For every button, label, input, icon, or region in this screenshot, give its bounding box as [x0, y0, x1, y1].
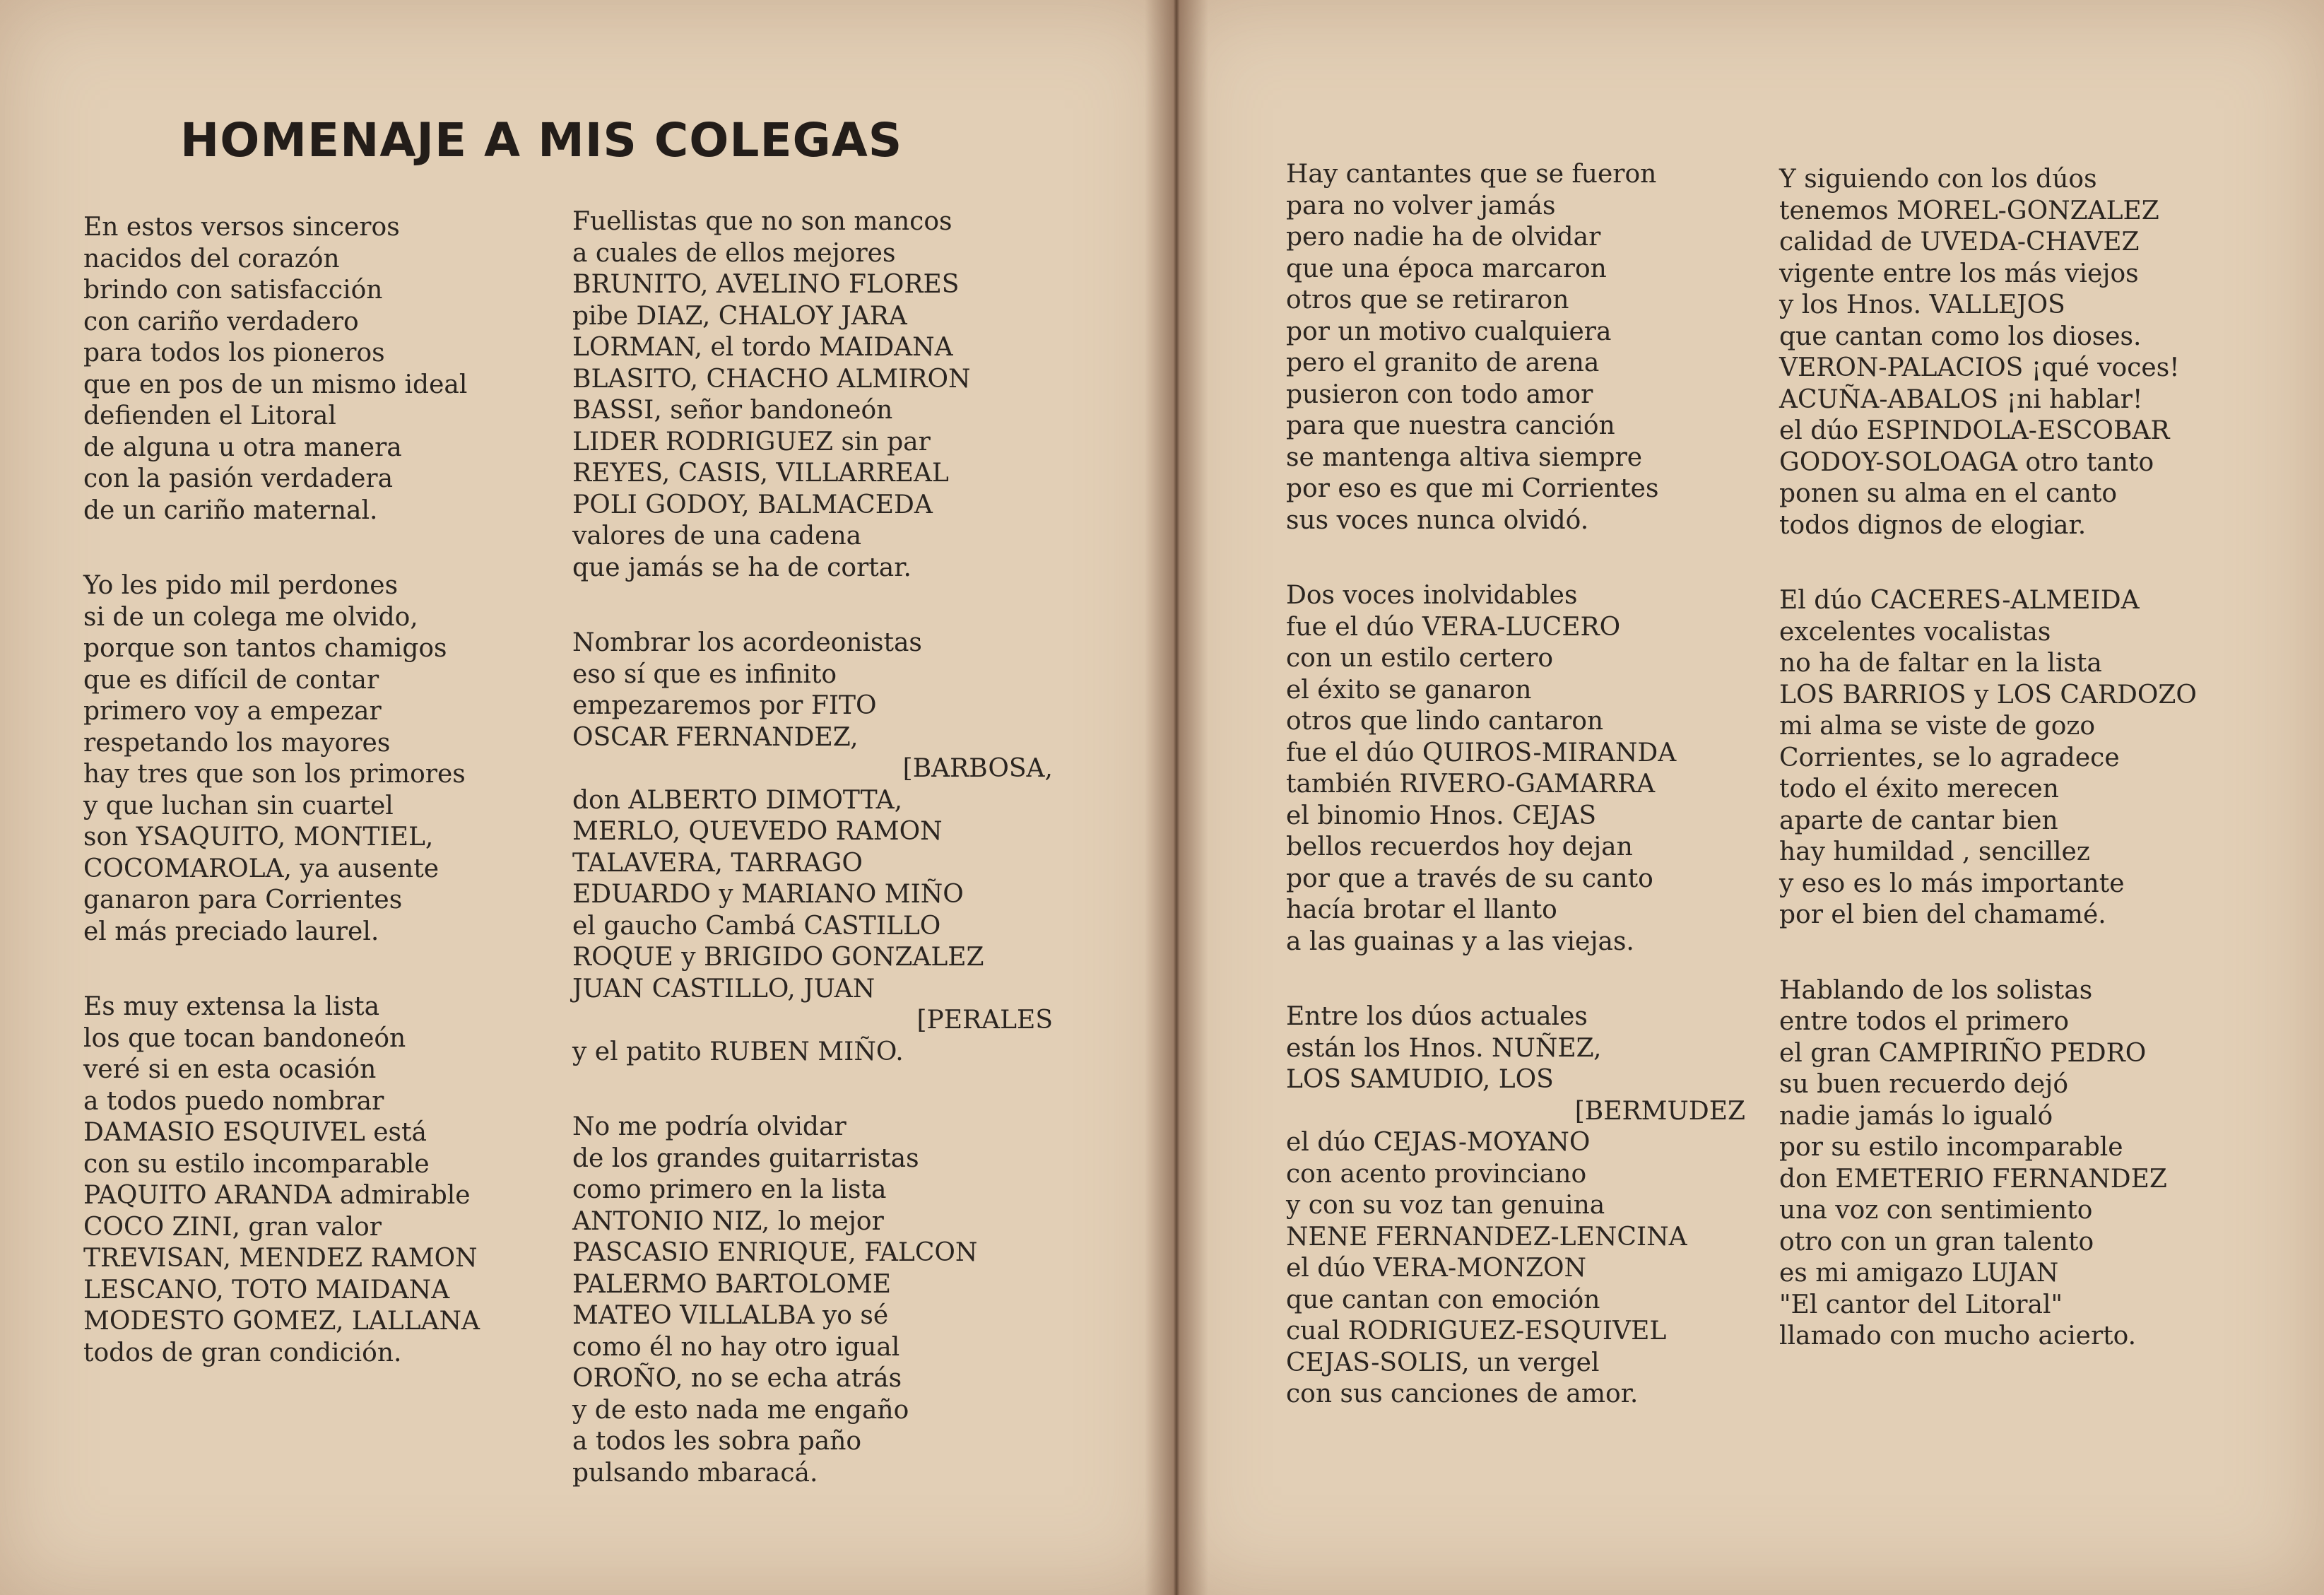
- verse-line: para no volver jamás: [1286, 191, 1556, 220]
- verse-line: REYES, CASIS, VILLARREAL: [572, 459, 949, 488]
- verse-line: que una época marcaron: [1286, 254, 1607, 283]
- verse-line: hay humildad , sencillez: [1779, 837, 2090, 866]
- stanza: [572, 628, 1053, 1068]
- verse-line: Fuellistas que no son mancos: [572, 207, 952, 236]
- verse-line: POLI GODOY, BALMACEDA: [572, 490, 933, 519]
- stanza: [572, 206, 1053, 584]
- stanza: [83, 212, 536, 526]
- verse-line: por un motivo cualquiera: [1286, 317, 1612, 346]
- stanza: [1779, 164, 2239, 541]
- verse-line: el gaucho Cambá CASTILLO: [572, 911, 941, 941]
- verse-line: hacía brotar el llanto: [1286, 895, 1557, 924]
- stanza: [1779, 585, 2239, 931]
- verse-line: por eso es que mi Corrientes: [1286, 474, 1659, 503]
- verse-line: En estos versos sinceros: [83, 213, 400, 242]
- verse-line: pibe DIAZ, CHALOY JARA: [572, 301, 907, 331]
- verse-line: otro con un gran talento: [1779, 1227, 2094, 1256]
- verse-line: porque son tantos chamigos: [83, 634, 447, 663]
- verse-line: de los grandes guitarristas: [572, 1143, 919, 1173]
- verse-line: que jamás se ha de cortar.: [572, 553, 912, 582]
- verse-line: por el bien del chamamé.: [1779, 900, 2106, 929]
- verse-line: BRUNITO, AVELINO FLORES: [572, 270, 960, 299]
- verse-line: PASCASIO ENRIQUE, FALCON: [572, 1238, 978, 1267]
- verse-line: mi alma se viste de gozo: [1779, 712, 2096, 741]
- verse-line: y de esto nada me engaño: [572, 1395, 909, 1425]
- verse-line: don EMETERIO FERNANDEZ: [1779, 1164, 2167, 1194]
- verse-line: que es difícil de contar: [83, 665, 379, 695]
- verse-line: LOS SAMUDIO, LOS: [1286, 1065, 1554, 1094]
- verse-line: el dúo ESPINDOLA-ESCOBAR: [1779, 416, 2170, 445]
- verse-line: Entre los dúos actuales: [1286, 1002, 1588, 1031]
- verse-line: GODOY-SOLOAGA otro tanto: [1779, 447, 2154, 477]
- verse-line: El dúo CACERES-ALMEIDA: [1779, 586, 2140, 615]
- verse-line: por su estilo incomparable: [1779, 1133, 2123, 1162]
- verse-line: pulsando mbaracá.: [572, 1458, 818, 1488]
- verse-line: COCOMAROLA, ya ausente: [83, 854, 440, 883]
- verse-line: el dúo VERA-MONZON: [1286, 1254, 1587, 1283]
- poem-column-4: [1779, 164, 2239, 1353]
- verse-line: No me podría olvidar: [572, 1112, 847, 1141]
- verse-line: otros que lindo cantaron: [1286, 707, 1604, 736]
- verse-line: respetando los mayores: [83, 728, 391, 758]
- page-title: HOMENAJE A MIS COLEGAS: [180, 113, 903, 167]
- verse-line: hay tres que son los primores: [83, 760, 466, 789]
- verse-line: por que a través de su canto: [1286, 864, 1653, 893]
- verse-line: ponen su alma en el canto: [1779, 479, 2118, 508]
- verse-line: sus voces nunca olvidó.: [1286, 505, 1589, 535]
- verse-line: "El cantor del Litoral": [1779, 1290, 2063, 1319]
- verse-line: a las guainas y a las viejas.: [1286, 926, 1634, 956]
- verse-line: LESCANO, TOTO MAIDANA: [83, 1275, 450, 1305]
- verse-line: TALAVERA, TARRAGO: [572, 848, 863, 878]
- verse-line: empezaremos por FITO: [572, 691, 877, 720]
- verse-line: los que tocan bandoneón: [83, 1023, 406, 1053]
- verse-line: están los Hnos. NUÑEZ,: [1286, 1033, 1602, 1063]
- verse-line: Es muy extensa la lista: [83, 992, 380, 1021]
- verse-line: con sus canciones de amor.: [1286, 1379, 1639, 1408]
- verse-line: aparte de cantar bien: [1779, 806, 2058, 835]
- verse-line: pero el granito de arena: [1286, 348, 1600, 377]
- verse-line: tenemos MOREL-GONZALEZ: [1779, 196, 2159, 225]
- verse-line: si de un colega me olvido,: [83, 602, 418, 632]
- verse-line: TREVISAN, MENDEZ RAMON: [83, 1244, 478, 1273]
- verse-line: fue el dúo VERA-LUCERO: [1286, 612, 1621, 642]
- verse-line: con un estilo certero: [1286, 644, 1553, 673]
- verse-line: OROÑO, no se echa atrás: [572, 1364, 902, 1393]
- verse-line: PALERMO BARTOLOME: [572, 1269, 892, 1299]
- verse-line: primero voy a empezar: [83, 697, 382, 726]
- verse-line: Corrientes, se lo agradece: [1779, 743, 2120, 772]
- verse-line: a cuales de ellos mejores: [572, 238, 896, 268]
- verse-line: BASSI, señor bandoneón: [572, 396, 893, 425]
- verse-line: y eso es lo más importante: [1779, 869, 2125, 898]
- poem-column-1: [83, 212, 536, 1369]
- verse-line: el más preciado laurel.: [83, 917, 379, 946]
- verse-line: veré si en esta ocasión: [83, 1055, 377, 1084]
- verse-line: pero nadie ha de olvidar: [1286, 223, 1601, 252]
- verse-line: MERLO, QUEVEDO RAMON: [572, 817, 943, 846]
- verse-line: LORMAN, el tordo MAIDANA: [572, 333, 953, 362]
- stanza: [1286, 580, 1745, 958]
- verse-line: su buen recuerdo dejó: [1779, 1070, 2068, 1099]
- verse-line: nadie jamás lo igualó: [1779, 1101, 2053, 1131]
- verse-line: brindo con satisfacción: [83, 276, 383, 305]
- verse-line: con la pasión verdadera: [83, 464, 394, 493]
- verse-line: de un cariño maternal.: [83, 495, 378, 525]
- verse-line: PAQUITO ARANDA admirable: [83, 1181, 471, 1210]
- verse-line: el binomio Hnos. CEJAS: [1286, 801, 1596, 830]
- verse-line: Hay cantantes que se fueron: [1286, 160, 1657, 189]
- verse-line: como él no hay otro igual: [572, 1332, 900, 1362]
- verse-line: [PERALES: [916, 1006, 1053, 1035]
- verse-line: todo el éxito merecen: [1779, 775, 2059, 804]
- verse-line: valores de una cadena: [572, 522, 862, 551]
- verse-line: y que luchan sin cuartel: [83, 791, 394, 820]
- verse-line: MATEO VILLALBA yo sé: [572, 1301, 889, 1330]
- verse-line: Nombrar los acordeonistas: [572, 628, 922, 657]
- verse-line: también RIVERO-GAMARRA: [1286, 770, 1656, 799]
- stanza: [1286, 159, 1745, 536]
- book-gutter: [1145, 0, 1208, 1595]
- verse-line: LOS BARRIOS y LOS CARDOZO: [1779, 680, 2197, 710]
- verse-line: a todos puedo nombrar: [83, 1086, 384, 1116]
- verse-line: vigente entre los más viejos: [1779, 259, 2139, 288]
- verse-line: y con su voz tan genuina: [1286, 1191, 1605, 1220]
- verse-line: Dos voces inolvidables: [1286, 581, 1578, 610]
- verse-line: y los Hnos. VALLEJOS: [1779, 290, 2065, 319]
- verse-line: ROQUE y BRIGIDO GONZALEZ: [572, 943, 984, 972]
- verse-line: Y siguiendo con los dúos: [1779, 165, 2097, 194]
- stanza: [1286, 1001, 1745, 1411]
- verse-line: el gran CAMPIRIÑO PEDRO: [1779, 1038, 2147, 1068]
- verse-line: COCO ZINI, gran valor: [83, 1212, 382, 1242]
- stanza: [572, 1112, 1053, 1489]
- verse-line: BLASITO, CHACHO ALMIRON: [572, 364, 971, 394]
- verse-line: llamado con mucho acierto.: [1779, 1322, 2137, 1350]
- verse-line: Yo les pido mil perdones: [83, 571, 399, 600]
- verse-line: con cariño verdadero: [83, 307, 359, 336]
- verse-line: bellos recuerdos hoy dejan: [1286, 832, 1633, 861]
- verse-line: MODESTO GOMEZ, LALLANA: [83, 1307, 480, 1336]
- verse-line: OSCAR FERNANDEZ,: [572, 722, 859, 752]
- verse-line: y el patito RUBEN MIÑO.: [572, 1037, 904, 1066]
- verse-line: todos de gran condición.: [83, 1338, 402, 1367]
- verse-line: JUAN CASTILLO, JUAN: [572, 974, 875, 1004]
- verse-line: otros que se retiraron: [1286, 286, 1569, 314]
- verse-line: a todos les sobra paño: [572, 1427, 862, 1456]
- verse-line: don ALBERTO DIMOTTA,: [572, 785, 903, 815]
- verse-line: como primero en la lista: [572, 1175, 887, 1204]
- verse-line: NENE FERNANDEZ-LENCINA: [1286, 1222, 1687, 1252]
- verse-line: se mantenga altiva siempre: [1286, 442, 1643, 472]
- verse-line: ganaron para Corrientes: [83, 885, 403, 914]
- verse-line: cual RODRIGUEZ-ESQUIVEL: [1286, 1317, 1667, 1346]
- verse-line: Hablando de los solistas: [1779, 975, 2093, 1005]
- verse-line: no ha de faltar en la lista: [1779, 649, 2102, 678]
- verse-line: pusieron con todo amor: [1286, 379, 1593, 409]
- poem-column-3: [1286, 159, 1745, 1411]
- verse-line: calidad de UVEDA-CHAVEZ: [1779, 228, 2140, 257]
- stanza: [83, 570, 536, 948]
- verse-line: el dúo CEJAS-MOYANO: [1286, 1128, 1591, 1157]
- verse-line: con acento provinciano: [1286, 1159, 1587, 1189]
- verse-line: ANTONIO NIZ, lo mejor: [572, 1206, 884, 1236]
- verse-line: que en pos de un mismo ideal: [83, 370, 468, 399]
- verse-line: defienden el Litoral: [83, 401, 336, 430]
- verse-line: con su estilo incomparable: [83, 1149, 430, 1179]
- verse-line: una voz con sentimiento: [1779, 1196, 2093, 1225]
- verse-line: CEJAS-SOLIS, un vergel: [1286, 1348, 1600, 1377]
- stanza: [83, 991, 536, 1369]
- poem-column-2: [572, 206, 1053, 1489]
- verse-line: todos dignos de elogiar.: [1779, 510, 2087, 540]
- verse-line: son YSAQUITO, MONTIEL,: [83, 823, 434, 852]
- verse-line: el éxito se ganaron: [1286, 675, 1532, 705]
- verse-line: que cantan como los dioses.: [1779, 322, 2142, 351]
- verse-line: excelentes vocalistas: [1779, 617, 2051, 647]
- verse-line: nacidos del corazón: [83, 244, 340, 273]
- verse-line: para todos los pioneros: [83, 339, 385, 367]
- verse-line: EDUARDO y MARIANO MIÑO: [572, 880, 964, 909]
- verse-line: ACUÑA-ABALOS ¡ni hablar!: [1779, 384, 2143, 414]
- verse-line: [BERMUDEZ: [1574, 1096, 1745, 1126]
- verse-line: eso sí que es infinito: [572, 659, 837, 689]
- verse-line: es mi amigazo LUJAN: [1779, 1259, 2059, 1288]
- stanza: [1779, 975, 2239, 1353]
- verse-line: que cantan con emoción: [1286, 1285, 1600, 1314]
- verse-line: fue el dúo QUIROS-MIRANDA: [1286, 738, 1677, 767]
- verse-line: entre todos el primero: [1779, 1007, 2070, 1036]
- verse-line: LIDER RODRIGUEZ sin par: [572, 427, 931, 457]
- verse-line: VERON-PALACIOS ¡qué voces!: [1779, 353, 2180, 382]
- verse-line: DAMASIO ESQUIVEL está: [83, 1118, 427, 1147]
- verse-line: [BARBOSA,: [902, 754, 1053, 783]
- verse-line: para que nuestra canción: [1286, 411, 1615, 440]
- verse-line: de alguna u otra manera: [83, 432, 402, 462]
